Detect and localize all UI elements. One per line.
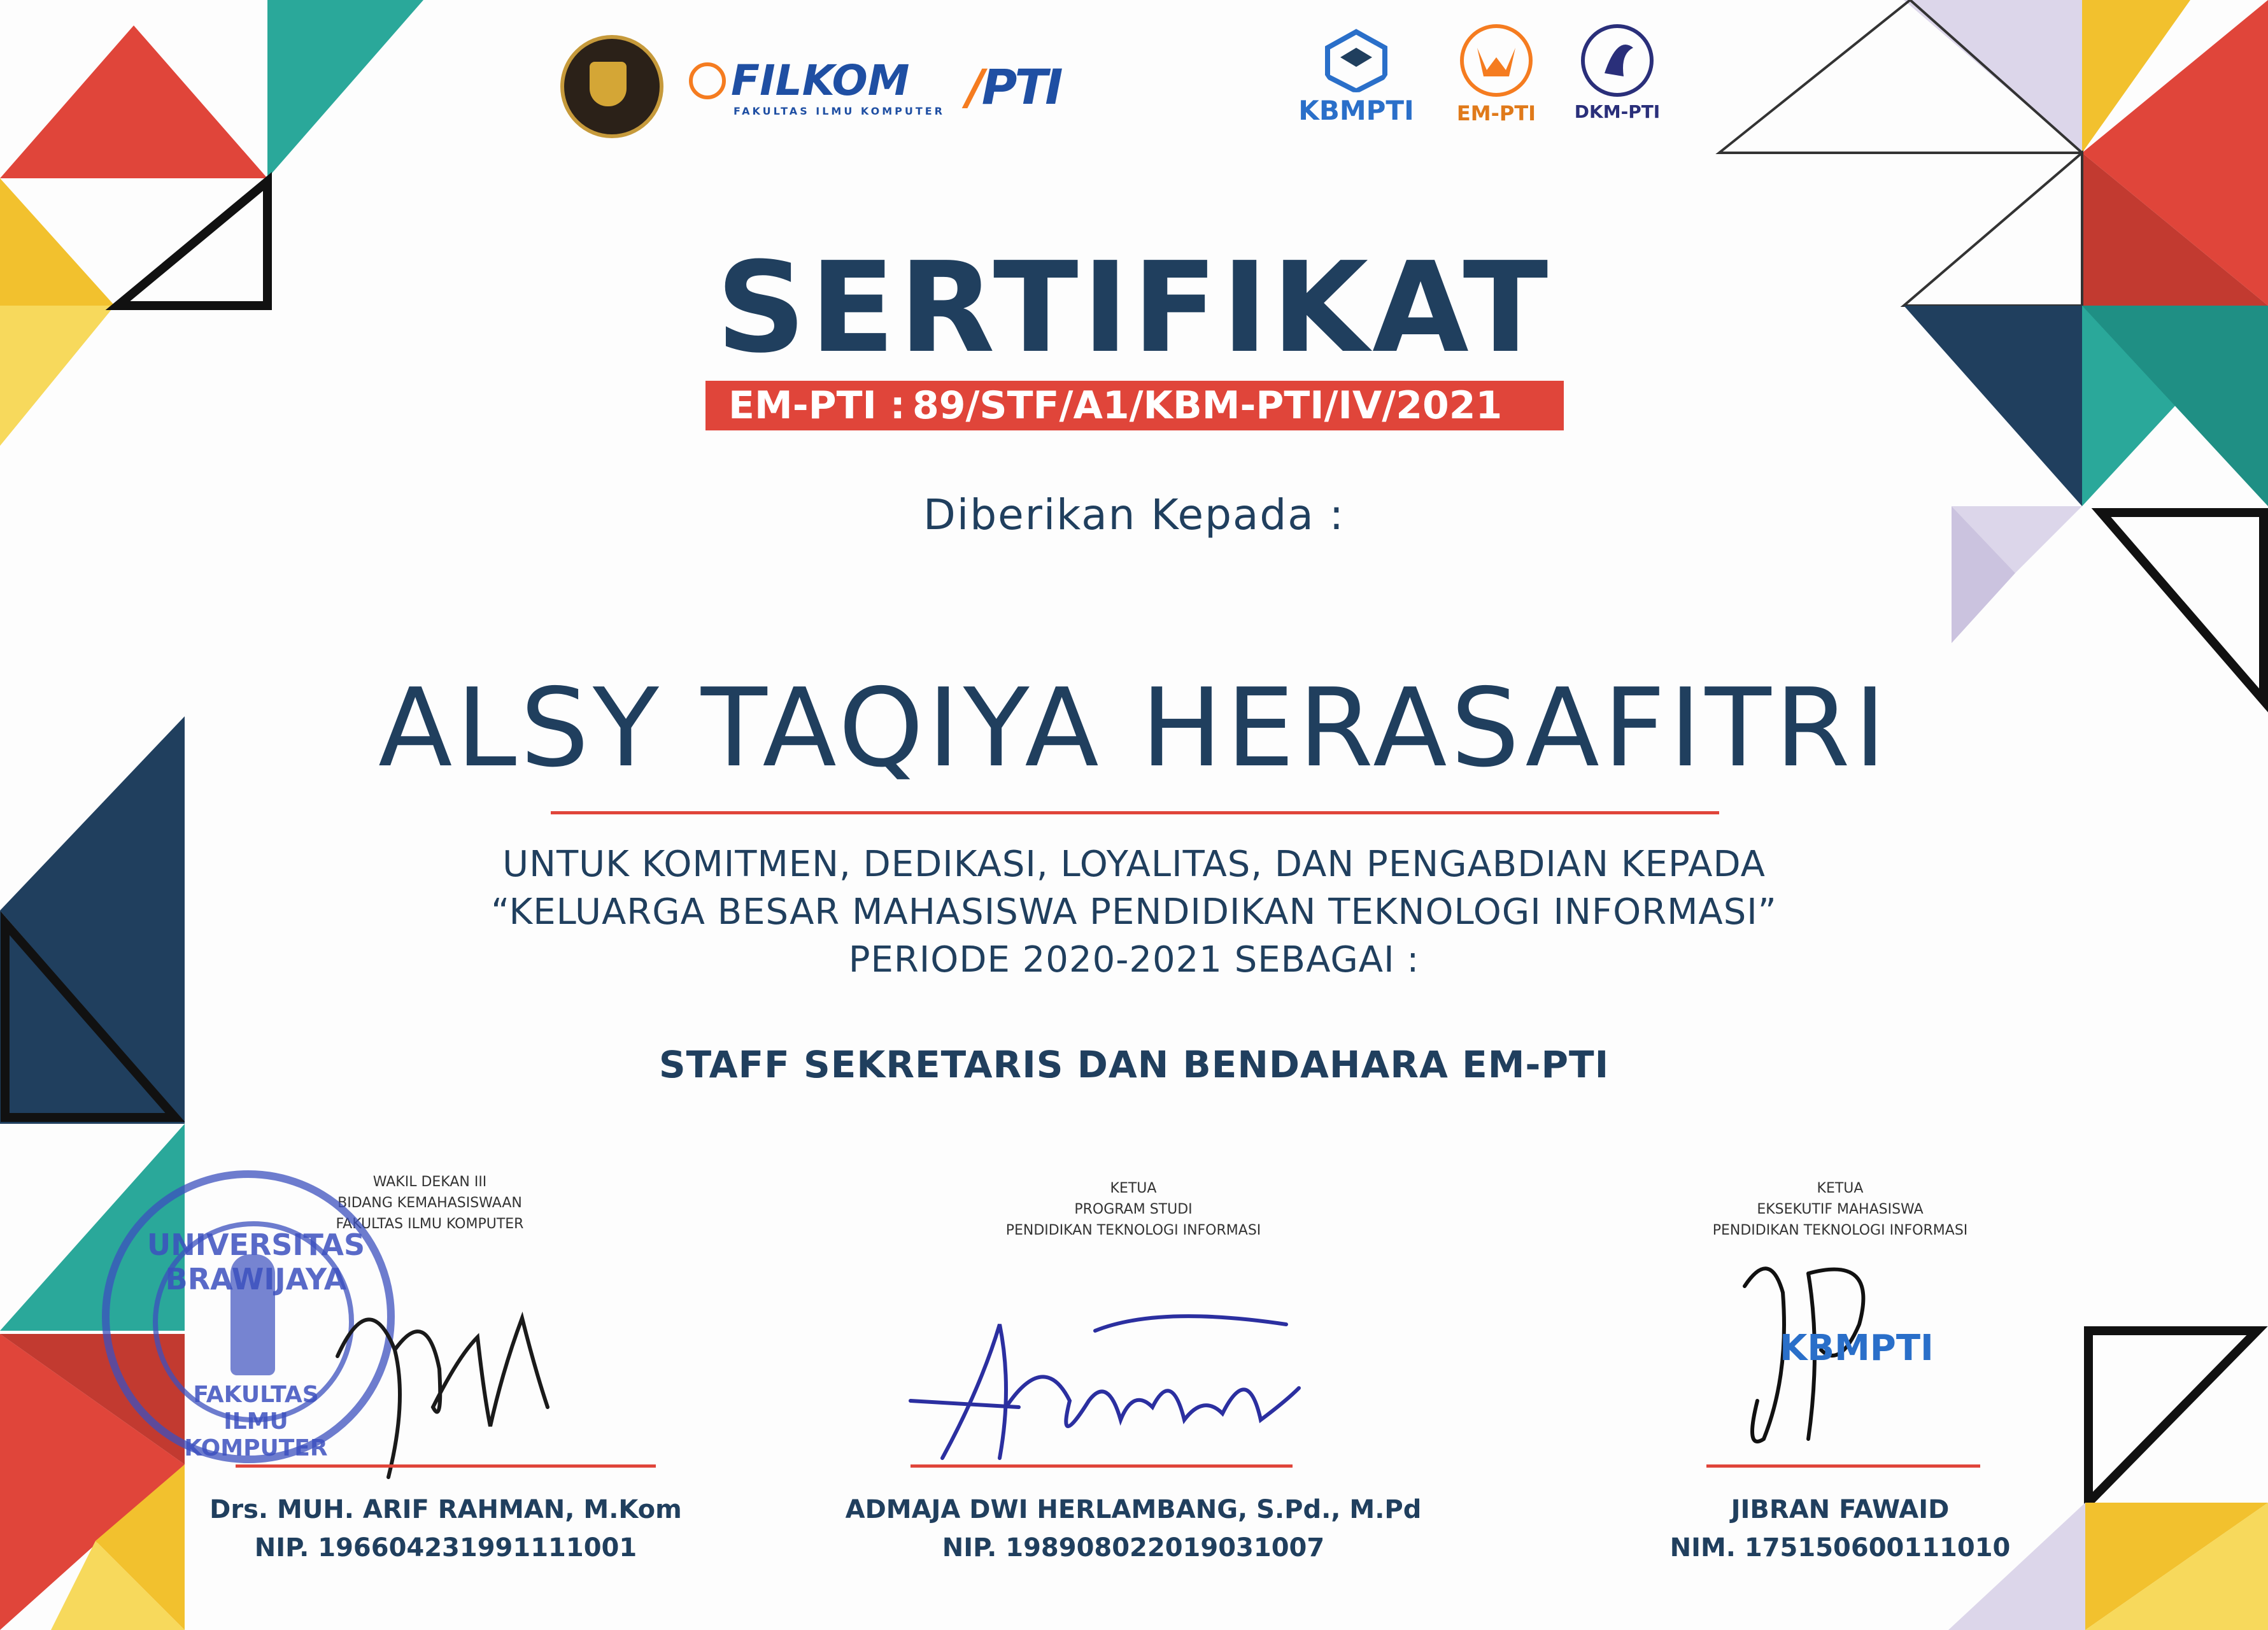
signatory-1-caption-line-1: WAKIL DEKAN III	[372, 1174, 487, 1190]
recipient-name: ALSY TAQIYA HERASAFITRI	[378, 665, 1890, 791]
signatory-2-caption	[942, 1178, 1324, 1241]
signatory-2-id: NIP. 198908022019031007	[942, 1533, 1325, 1563]
outline-triangle-bottom-right	[2088, 1331, 2257, 1503]
filkom-logo	[689, 56, 945, 117]
dkmpti-label: DKM-PTI	[1574, 101, 1661, 122]
certificate-number-prefix: EM-PTI :	[728, 383, 905, 428]
signatory-1-name: Drs. MUH. ARIF RAHMAN, M.Kom	[209, 1495, 682, 1524]
signatory-3-caption-line-2: EKSEKUTIF MAHASISWA	[1757, 1201, 1924, 1217]
recipient-underline	[551, 811, 1719, 814]
signatory-3-caption-line-3: PENDIDIKAN TEKNOLOGI INFORMASI	[1712, 1222, 1968, 1238]
certificate-number: 89/STF/A1/KBM-PTI/IV/2021	[912, 383, 1503, 428]
pti-wordmark: PTI	[981, 58, 1061, 115]
signature-1	[331, 1261, 573, 1490]
signatory-3-name: JIBRAN FAWAID	[1731, 1495, 1950, 1524]
stamp-top-text: UNIVERSITAS BRAWIJAYA	[146, 1228, 365, 1296]
signatory-1-caption-line-3: FAKULTAS ILMU KOMPUTER	[336, 1216, 524, 1232]
signatory-3-id: NIM. 175150600111010	[1669, 1533, 2011, 1563]
kbmpti-stamp-mark	[1780, 1328, 1934, 1369]
university-seal-logo	[560, 35, 663, 138]
filkom-subtitle: FAKULTAS ILMU KOMPUTER	[734, 105, 945, 117]
signatory-3-line	[1706, 1464, 1980, 1468]
body-line-3: PERIODE 2020-2021 SEBAGAI :	[848, 939, 1420, 981]
stamp-bottom-text: FAKULTAS ILMU KOMPUTER	[184, 1382, 328, 1461]
signatory-2-line	[911, 1464, 1293, 1468]
signature-2	[904, 1312, 1312, 1477]
kbmpti-label: KBMPTI	[1298, 95, 1414, 126]
signatory-3-caption-line-1: KETUA	[1817, 1180, 1864, 1196]
pti-logo: /PTI	[967, 58, 1061, 115]
signatory-2-caption-line-1: KETUA	[1110, 1180, 1157, 1196]
empti-logo	[1442, 22, 1550, 125]
logo-row-left	[560, 35, 1061, 138]
red-triangle-top-left	[0, 25, 267, 178]
certificate-title: SERTIFIKAT	[716, 236, 1552, 381]
signatory-2-name: ADMAJA DWI HERLAMBANG, S.Pd., M.Pd	[845, 1495, 1422, 1524]
signatory-2-caption-line-2: PROGRAM STUDI	[1074, 1201, 1193, 1217]
ub-badge-icon	[689, 62, 726, 99]
signatory-1-caption-line-2: BIDANG KEMAHASISWAAN	[337, 1195, 522, 1211]
signatory-1-line	[236, 1464, 656, 1468]
kbmpti-logo	[1283, 29, 1429, 126]
dkmpti-logo	[1560, 22, 1675, 122]
body-line-2: “KELUARGA BESAR MAHASISWA PENDIDIKAN TEKNOLOGI INFORMASI”	[491, 891, 1777, 933]
certificate-role: STAFF SEKRETARIS DAN BENDAHARA EM-PTI	[658, 1043, 1610, 1086]
empti-label: EM-PTI	[1456, 101, 1536, 125]
given-to-label: Diberikan Kepada :	[923, 490, 1345, 539]
kbmpti-cube-icon	[1321, 29, 1391, 92]
body-line-1: UNTUK KOMITMEN, DEDIKASI, LOYALITAS, DAN PENGABDIAN KEPADA	[502, 844, 1766, 885]
filkom-wordmark: FILKOM	[731, 56, 910, 105]
signatory-3-caption	[1662, 1178, 2018, 1241]
certificate-number-bar	[705, 381, 1564, 430]
signatory-2-caption-line-3: PENDIDIKAN TEKNOLOGI INFORMASI	[1005, 1222, 1261, 1238]
dkmpti-emblem-icon	[1579, 22, 1655, 99]
signatory-1-id: NIP. 196604231991111001	[254, 1533, 637, 1563]
teal-triangle-top-left	[267, 0, 423, 178]
empti-emblem-icon	[1458, 22, 1534, 99]
kbmpti-stamp-text: KBMPTI	[1780, 1328, 1934, 1369]
